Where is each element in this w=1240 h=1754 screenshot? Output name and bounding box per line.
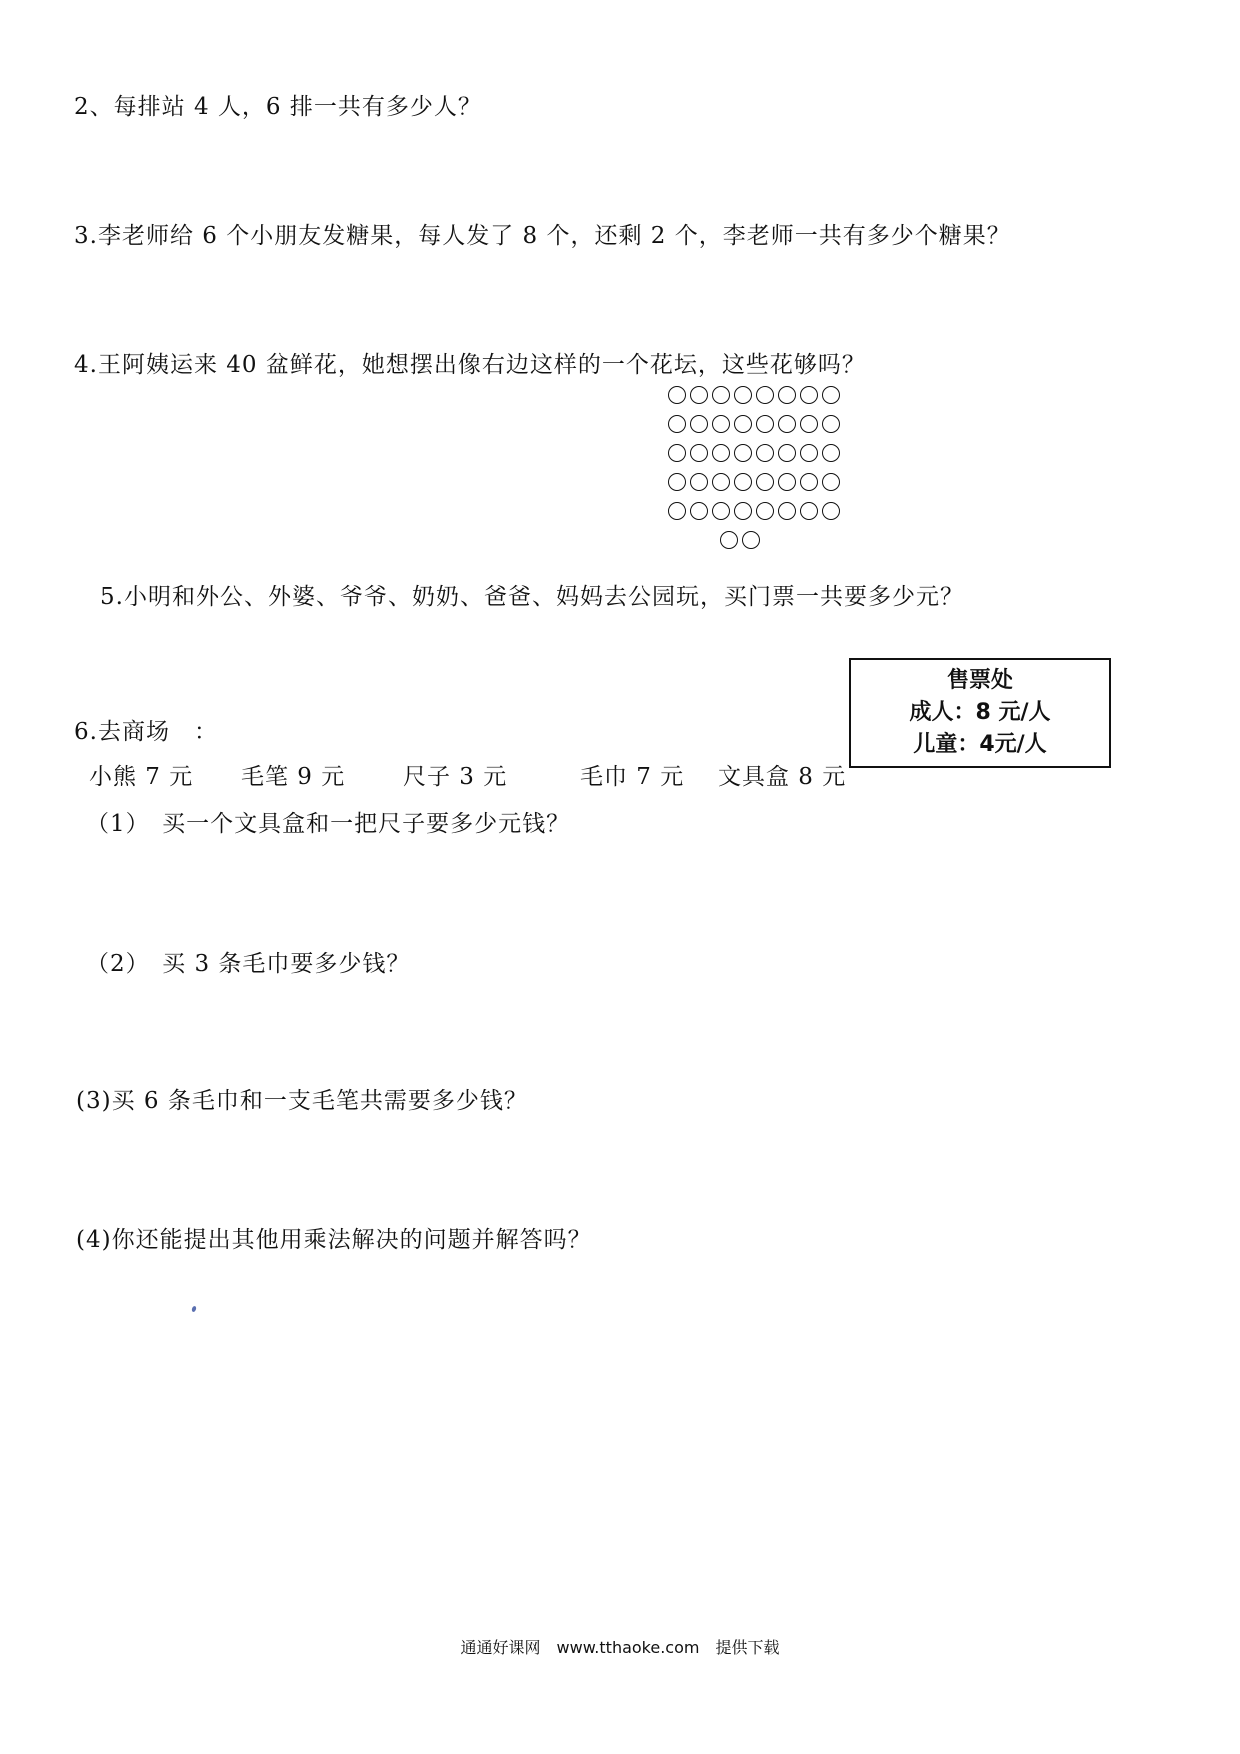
flower-circle [800,386,818,404]
question-6-2: （2） 买 3 条毛巾要多少钱？ [86,951,411,977]
flower-circle [668,386,686,404]
flower-circle [742,531,760,549]
footer-credit: 通通好课网 www.tthaoke.com 提供下载 [460,1638,780,1657]
flower-circle [720,531,738,549]
flower-circle [800,444,818,462]
flower-circle [734,473,752,491]
flower-row [668,444,840,462]
flower-circle [822,415,840,433]
flower-circle [690,386,708,404]
question-2: 2、每排站 4 人，6 排一共有多少人？ [74,94,482,120]
flower-circle [822,444,840,462]
shop-item-towel: 毛巾 7 元 [580,764,685,790]
flower-circle [734,415,752,433]
flower-circle [778,386,796,404]
question-4: 4.王阿姨运来 40 盆鲜花，她想摆出像右边这样的一个花坛，这些花够吗？ [74,352,866,378]
question-5: 5.小明和外公、外婆、爷爷、奶奶、爸爸、妈妈去公园玩，买门票一共要多少元？ [100,584,964,610]
flower-circle [668,415,686,433]
flower-circle [756,444,774,462]
flower-bed-diagram [668,386,840,560]
flower-circle [734,502,752,520]
flower-circle [712,415,730,433]
flower-row [668,473,840,491]
flower-circle [734,386,752,404]
ticket-price-adult: 成人：8 元/人 [909,700,1051,725]
flower-row [668,415,840,433]
flower-circle [712,444,730,462]
flower-circle [822,386,840,404]
flower-circle [756,473,774,491]
flower-circle [690,415,708,433]
shop-item-brush: 毛笔 9 元 [241,764,346,790]
flower-circle [668,473,686,491]
flower-circle [712,502,730,520]
flower-circle [800,502,818,520]
question-6: 6.去商场 ： [74,719,218,745]
flower-circle [756,502,774,520]
question-6-1: （1） 买一个文具盒和一把尺子要多少元钱？ [86,811,571,837]
flower-row [668,502,840,520]
ticket-office-title: 售票处 [946,668,1013,693]
ticket-office-sign [849,658,1111,768]
flower-circle [778,444,796,462]
flower-circle [756,415,774,433]
flower-circle [690,444,708,462]
flower-circle [712,386,730,404]
flower-circle [822,473,840,491]
question-3: 3.李老师给 6 个小朋友发糖果，每人发了 8 个，还剩 2 个，李老师一共有多少个糖果？ [74,223,1011,249]
flower-circle [690,502,708,520]
flower-circle [822,502,840,520]
shop-item-ruler: 尺子 3 元 [403,764,508,790]
flower-circle [668,444,686,462]
flower-circle [778,473,796,491]
question-6-4: (4)你还能提出其他用乘法解决的问题并解答吗？ [76,1227,592,1253]
flower-circle [734,444,752,462]
shop-item-pencil-case: 文具盒 8 元 [718,764,847,790]
flower-row [668,531,840,549]
flower-circle [690,473,708,491]
flower-circle [712,473,730,491]
flower-circle [668,502,686,520]
ink-mark [191,1305,197,1312]
question-6-3: (3)买 6 条毛巾和一支毛笔共需要多少钱？ [76,1088,528,1114]
flower-circle [800,415,818,433]
flower-circle [778,415,796,433]
shop-item-bear: 小熊 7 元 [89,764,194,790]
flower-circle [756,386,774,404]
flower-row [668,386,840,404]
ticket-price-child: 儿童：4元/人 [913,732,1047,757]
flower-circle [778,502,796,520]
flower-circle [800,473,818,491]
